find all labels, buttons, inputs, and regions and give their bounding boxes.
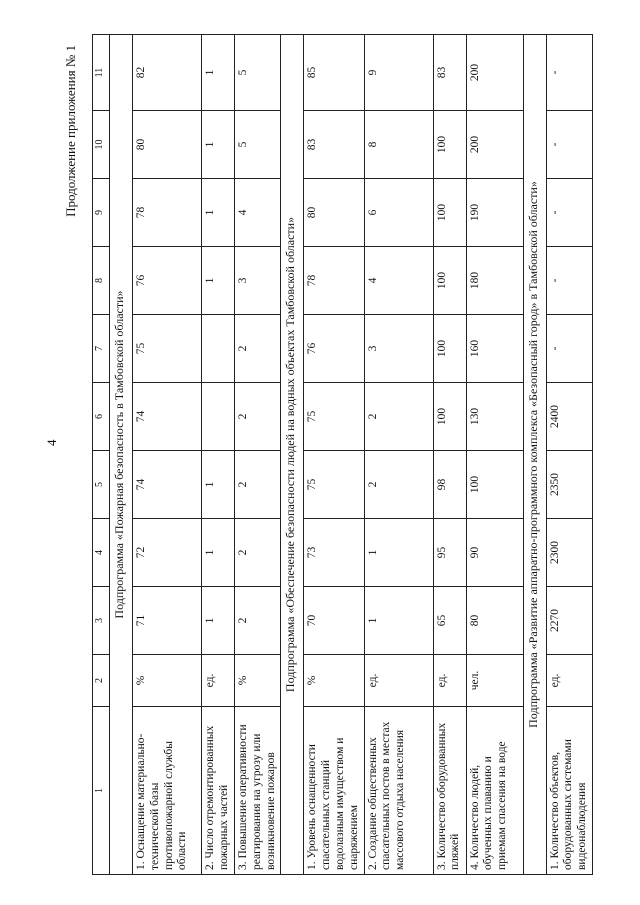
column-header: 9 [93,179,110,247]
value-cell: 90 [466,519,523,587]
value-cell: 2 [235,587,281,655]
subprogram-title: Подпрограмма «Развитие аппаратно-программного комплекса «Безопасный город» в Тамбовской области» [523,35,546,875]
indicator-name: 3. Количество оборудованных пляжей [433,707,466,875]
value-cell: 78 [133,179,202,247]
value-cell: 4 [235,179,281,247]
value-cell: 100 [433,111,466,179]
column-header: 2 [93,655,110,707]
column-header: 10 [93,111,110,179]
column-header: 7 [93,315,110,383]
value-cell: 100 [433,315,466,383]
value-cell: 76 [133,247,202,315]
table-row [202,35,235,875]
value-cell: 3 [364,315,433,383]
column-number-row [93,35,110,875]
value-cell: 83 [304,111,364,179]
column-header: 3 [93,587,110,655]
value-cell: 72 [133,519,202,587]
value-cell: - [546,111,592,179]
value-cell [202,315,235,383]
value-cell: 160 [466,315,523,383]
value-cell: 1 [364,587,433,655]
table-row [466,35,523,875]
value-cell: 80 [133,111,202,179]
column-header: 4 [93,519,110,587]
value-cell: 78 [304,247,364,315]
value-cell: 200 [466,35,523,111]
unit-cell: ед. [202,655,235,707]
value-cell: 80 [304,179,364,247]
value-cell: 75 [304,383,364,451]
value-cell: 1 [202,179,235,247]
value-cell: 2300 [546,519,592,587]
table-row [235,35,281,875]
column-header: 1 [93,707,110,875]
column-header: 8 [93,247,110,315]
value-cell: 2270 [546,587,592,655]
value-cell: 75 [304,451,364,519]
value-cell: 1 [202,519,235,587]
value-cell: 80 [466,587,523,655]
unit-cell: % [133,655,202,707]
unit-cell: ед. [364,655,433,707]
value-cell: 100 [433,383,466,451]
unit-cell: ед. [433,655,466,707]
value-cell: 2 [235,383,281,451]
value-cell: 85 [304,35,364,111]
indicators-table [92,34,593,875]
page-number: 4 [44,439,59,446]
value-cell: 2350 [546,451,592,519]
value-cell: - [546,35,592,111]
value-cell: 100 [466,451,523,519]
value-cell: 2400 [546,383,592,451]
table-row [364,35,433,875]
value-cell: 70 [304,587,364,655]
value-cell: 130 [466,383,523,451]
value-cell: 71 [133,587,202,655]
value-cell: 74 [133,451,202,519]
value-cell: - [546,315,592,383]
subprogram-title: Подпрограмма «Пожарная безопасность в Тамбовской области» [110,35,133,875]
subprogram-heading-row [523,35,546,875]
appendix-caption: Продолжение приложения № 1 [63,45,78,217]
value-cell: 65 [433,587,466,655]
indicator-name: 2. Число отремонтированных пожарных частей [202,707,235,875]
table-row [546,35,592,875]
value-cell: 9 [364,35,433,111]
column-header: 11 [93,35,110,111]
indicator-name: 3. Повышение оперативности реагирования на угрозу или возникновение пожаров [235,707,281,875]
unit-cell: чел. [466,655,523,707]
indicator-name: 1. Количество объектов, оборудованных системами видеонаблюдения [546,707,592,875]
rotated-sheet [52,35,612,875]
value-cell [202,383,235,451]
value-cell: 2 [235,519,281,587]
value-cell: 5 [235,35,281,111]
value-cell: 1 [202,111,235,179]
unit-cell: % [235,655,281,707]
value-cell: 200 [466,111,523,179]
subprogram-title: Подпрограмма «Обеспечение безопасности людей на водных объектах Тамбовской области» [281,35,304,875]
value-cell: 74 [133,383,202,451]
indicator-name: 4. Количество людей, обученных плаванию и приемам спасения на воде [466,707,523,875]
value-cell: 95 [433,519,466,587]
value-cell: 1 [202,451,235,519]
value-cell: 73 [304,519,364,587]
table-row [304,35,364,875]
value-cell: 2 [364,383,433,451]
value-cell: 100 [433,179,466,247]
value-cell: 1 [202,247,235,315]
value-cell: 100 [433,247,466,315]
subprogram-heading-row [110,35,133,875]
value-cell: 5 [235,111,281,179]
column-header: 6 [93,383,110,451]
indicator-name: 1. Оснащение материально-технической базы противопожарной службы области [133,707,202,875]
value-cell: 180 [466,247,523,315]
table-row [433,35,466,875]
value-cell: 98 [433,451,466,519]
value-cell: 75 [133,315,202,383]
value-cell: 8 [364,111,433,179]
table-row [133,35,202,875]
unit-cell: % [304,655,364,707]
value-cell: 2 [235,315,281,383]
value-cell: 1 [364,519,433,587]
value-cell: 3 [235,247,281,315]
value-cell: 190 [466,179,523,247]
value-cell: 1 [202,587,235,655]
value-cell: 82 [133,35,202,111]
value-cell: - [546,247,592,315]
value-cell: 83 [433,35,466,111]
indicator-name: 1. Уровень оснащенности спасательных станций водолазным имуществом и снаряжением [304,707,364,875]
value-cell: 4 [364,247,433,315]
unit-cell: ед. [546,655,592,707]
value-cell: 1 [202,35,235,111]
subprogram-heading-row [281,35,304,875]
column-header: 5 [93,451,110,519]
value-cell: 2 [235,451,281,519]
indicator-name: 2. Создание общественных спасательных постов в местах массового отдыха населения [364,707,433,875]
value-cell: 2 [364,451,433,519]
value-cell: 76 [304,315,364,383]
value-cell: 6 [364,179,433,247]
value-cell: - [546,179,592,247]
